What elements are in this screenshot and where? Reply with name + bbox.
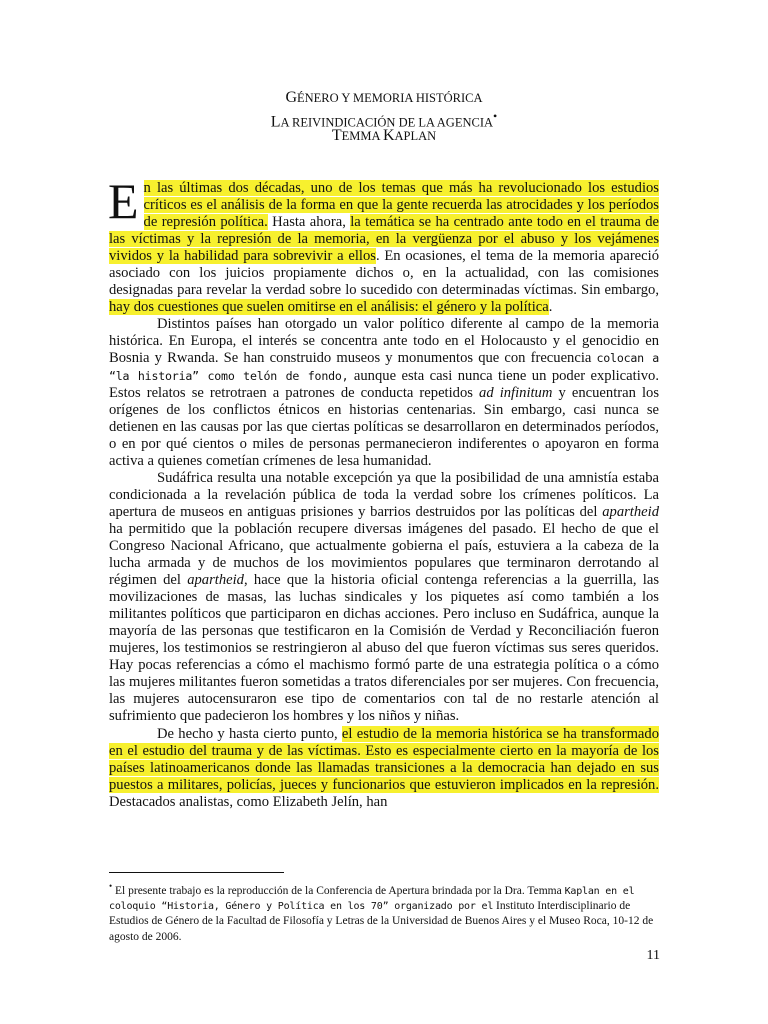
text-run: Sudáfrica resulta una notable excepción ya que la posibilidad de una amnistía estaba condicionada a la revelación pública de toda la verdad sobre los crímenes políticos. La apertura de museos en antiguas prisiones y barrios destruidos por las políticas del <box>109 469 659 520</box>
footnote <box>109 879 659 945</box>
paragraph-2 <box>109 316 659 469</box>
monospace-run: colocan a “la historia” como telón de fondo, <box>109 351 659 383</box>
text-run: Destacados analistas, como Elizabeth Jelín, han <box>109 793 388 810</box>
paragraph-4 <box>109 726 659 811</box>
author-initial-1: T <box>331 127 342 144</box>
page-number: 11 <box>646 948 660 963</box>
text-run: . En ocasiones, el tema de la memoria apareció asociado con los juicios propiamente dichos o, en la actualidad, con las comisiones designadas para revelar la verdad sobre lo sucedido con determinadas víctimas. Sin embargo, <box>109 248 659 299</box>
paragraph-1 <box>108 173 659 316</box>
text-run: Hasta ahora, <box>267 214 351 231</box>
text-run: De hecho y hasta cierto punto, <box>157 725 342 742</box>
author-line <box>0 126 768 146</box>
footnote-mark: • <box>109 881 113 891</box>
drop-cap: E <box>108 173 139 229</box>
subtitle-initial: L <box>270 113 281 131</box>
highlight: el estudio de la memoria histórica se ha transformado en el estudio del trauma y de las víctimas. Esto es especialmente cierto en la mayoría de los países latinoamericanos donde las llamadas transiciones a la democracia han dejado en sus puestos a militares, policías, jueces y funcionarios que estuvieron implicados en la represión. <box>109 725 659 793</box>
body-text <box>108 173 659 811</box>
title-text: ÉNERO Y MEMORIA HISTÓRICA <box>297 91 483 105</box>
footnote-marker: • <box>493 109 498 123</box>
highlight: hay dos cuestiones que suelen omitirse en el análisis: el género y la política <box>109 299 549 316</box>
title-initial: G <box>285 89 297 106</box>
footnote-separator <box>109 872 284 873</box>
italic-run: apartheid <box>187 572 244 589</box>
author-last-name: APLAN <box>394 129 437 143</box>
text-run: y encuentran los orígenes de los conflictos étnicos en historias centenarias. Sin embargo, casi nunca se detienen en las causas por las que ciertas políticas se desarrollaron en determinados períodos, o en por qué cientos o miles de personas permanecieron indiferentes o apoyaron en forma activa a quienes cometían crímenes de lesa humanidad. <box>109 384 659 469</box>
highlight: n las últimas dos décadas, uno de los temas que más ha revolucionado los estudios críticos es el análisis de la forma en que la gente recuerda las atrocidades y los períodos de represión política. <box>143 180 659 231</box>
text-run: aunque esta casi nunca tiene un poder explicativo. Estos relatos se retrotraen a patrones de conducta repetidos <box>109 367 659 401</box>
footnote-text: El presente trabajo es la reproducción de la Conferencia de Apertura brindada por la Dra. Temma <box>112 884 565 897</box>
italic-run: apartheid <box>602 503 659 520</box>
text-run: ha permitido que la población recupere diversas imágenes del pasado. El hecho de que el Congreso Nacional Africano, que actualmente gobierna el país, estuviera a la cabeza de la lucha armada y de muchos de los movimientos populares que terminaron derrotando al régimen del <box>109 520 659 589</box>
highlight: la temática se ha centrado ante todo en el trauma de las víctimas y la represión de la memoria, en la vergüenza por el abuso y los vejámenes vividos y la habilidad para sobrevivir a ellos <box>109 214 659 265</box>
title-line-1 <box>0 88 768 108</box>
paragraph-3 <box>109 470 659 726</box>
italic-run: ad infinitum <box>479 384 553 401</box>
text-run: . <box>548 299 553 316</box>
text-run: , hace que la historia oficial contenga referencias a la guerrilla, las movilizaciones de masas, las luchas sindicales y los piquetes así como también a los militantes políticos que participaron en dichas acciones. Pero incluso en Sudáfrica, aunque la mayoría de las personas que testificaron en la Comisión de Verdad y Reconciliación fueron mujeres, los testimonios se restringieron al abuso del que fueron víctimas sus seres queridos. Hay pocas referencias a cómo el machismo formó parte de una estrategia política o a cómo las mujeres militantes fueron sometidas a tratos diferenciales por ser mujeres. Con frecuencia, las mujeres autocensuraron ese tipo de comentarios con tal de no restarle atención al sufrimiento que padecieron los hombres y los niños y niñas. <box>109 572 659 725</box>
author-initial-2: K <box>382 127 395 144</box>
footnote-text: Instituto Interdisciplinario de Estudios de Género de la Facultad de Filosofía y Letras de la Universidad de Buenos Aires y el Museo Roca, 10-12 de agosto de 2006. <box>109 900 654 943</box>
subtitle-text: A REIVINDICACIÓN DE LA AGENCIA <box>280 115 494 130</box>
author-first-name: EMMA <box>341 129 383 143</box>
footnote-monospace-run: Kaplan en el coloquio “Historia, Género y Política en los 70” organizado por el <box>109 885 635 913</box>
text-run: Distintos países han otorgado un valor político diferente al campo de la memoria histórica. En Europa, el interés se concentra ante todo en el Holocausto y el genocidio en Bosnia y Rwanda. Se han construido museos y monumentos que con frecuencia <box>109 316 659 367</box>
